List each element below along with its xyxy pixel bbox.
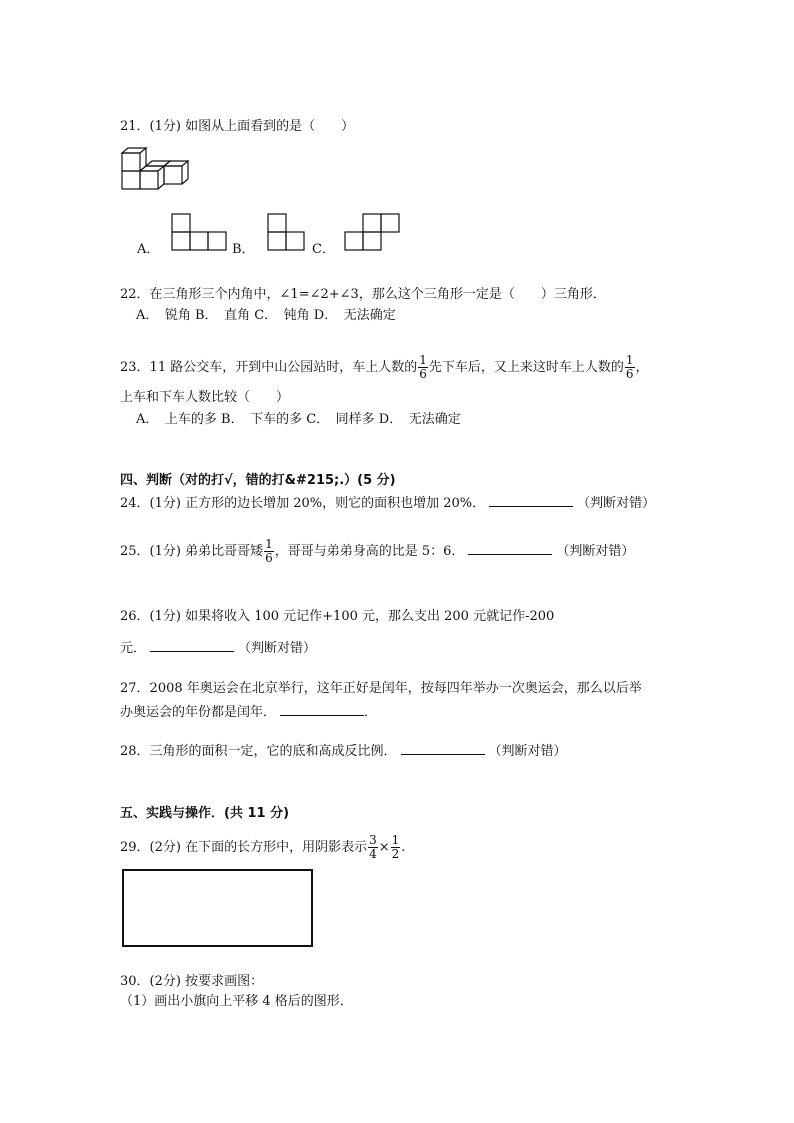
q22-options: A． 锐角 B． 直角 C． 钝角 D． 无法确定 bbox=[136, 308, 396, 323]
q23-text-a: 23．11 路公交车，开到中山公园站时，车上人数的 bbox=[120, 360, 418, 375]
q27-answer-blank[interactable] bbox=[280, 703, 364, 716]
q21-option-a-figure bbox=[171, 213, 227, 251]
q23-text-b: 先下车后，又上来这时车上人数的 bbox=[428, 360, 624, 375]
q28-text: 28．三角形的面积一定，它的底和高成反比例． bbox=[120, 744, 397, 759]
q25-answer-blank[interactable] bbox=[468, 542, 552, 555]
q29-fraction-2: $\frac{1}{2}$ bbox=[391, 833, 400, 861]
q29-line bbox=[120, 834, 405, 861]
q21-text: 21．(1分) 如图从上面看到的是（ ） bbox=[120, 119, 355, 134]
q27-line1: 27．2008 年奥运会在北京举行，这年正好是闰年，按每四年举办一次奥运会，那么以后举 bbox=[120, 681, 642, 696]
q27-text: 办奥运会的年份都是闰年． bbox=[120, 705, 277, 720]
q21-option-a-label: A． bbox=[137, 242, 160, 257]
q21-cube-figure bbox=[120, 147, 196, 191]
section-5-heading: 五、实践与操作．(共 11 分) bbox=[120, 806, 290, 821]
q25-text-a: 25．(1分) 弟弟比哥哥矮 bbox=[120, 544, 264, 559]
q30-text: 30．(2分) 按要求画图： bbox=[120, 974, 264, 989]
q29-fraction-1: $\frac{3}{4}$ bbox=[369, 833, 377, 861]
q27-end: ． bbox=[364, 705, 378, 720]
q29-times: × bbox=[378, 840, 390, 855]
q30-sub1: （1）画出小旗向上平移 4 格后的图形． bbox=[120, 994, 353, 1009]
q23-line1 bbox=[120, 354, 649, 381]
q29-rectangle[interactable] bbox=[122, 869, 313, 947]
section-4-heading: 四、判断（对的打√，错的打&#215;.）(5 分) bbox=[120, 473, 396, 488]
q23-text-c: ， bbox=[635, 360, 649, 375]
q26-prefix: 元． bbox=[120, 641, 147, 656]
q25-text-b: ，哥哥与弟弟身高的比是 5：6． bbox=[274, 544, 465, 559]
q24-text: 24．(1分) 正方形的边长增加 20%，则它的面积也增加 20%． bbox=[120, 496, 486, 511]
q24-answer-blank[interactable] bbox=[489, 494, 573, 507]
q29-end: . bbox=[401, 840, 406, 855]
q26-line2 bbox=[120, 639, 316, 658]
q29-text: 29．(2分) 在下面的长方形中，用阴影表示 bbox=[120, 840, 368, 855]
q24-line bbox=[120, 494, 655, 513]
q23-fraction-1: $\frac{1}{6}$ bbox=[419, 353, 427, 381]
q26-answer-blank[interactable] bbox=[150, 639, 234, 652]
q21-option-b-figure bbox=[267, 213, 305, 251]
q25-suffix: （判断对错） bbox=[556, 544, 635, 559]
q21-option-c-label: C． bbox=[312, 242, 335, 257]
q25-fraction: $\frac{1}{6}$ bbox=[265, 537, 273, 565]
q23-line2: 上车和下车人数比较（ ） bbox=[120, 390, 290, 405]
q21-option-c-figure bbox=[344, 213, 402, 251]
q25-line bbox=[120, 538, 634, 565]
q27-line2 bbox=[120, 703, 377, 722]
q26-line1: 26．(1分) 如果将收入 100 元记作+100 元，那么支出 200 元就记作-200 bbox=[120, 609, 555, 624]
q24-suffix: （判断对错） bbox=[577, 496, 656, 511]
q23-options: A． 上车的多 B． 下车的多 C． 同样多 D． 无法确定 bbox=[136, 412, 461, 427]
q22-text: 22．在三角形三个内角中，∠1=∠2+∠3，那么这个三角形一定是（ ）三角形． bbox=[120, 287, 606, 302]
q28-line bbox=[120, 742, 567, 761]
q28-answer-blank[interactable] bbox=[401, 742, 485, 755]
q21-option-b-label: B． bbox=[232, 242, 255, 257]
q23-fraction-2: $\frac{1}{6}$ bbox=[625, 353, 634, 381]
q28-suffix: （判断对错） bbox=[488, 744, 567, 759]
q26-suffix: （判断对错） bbox=[238, 641, 317, 656]
